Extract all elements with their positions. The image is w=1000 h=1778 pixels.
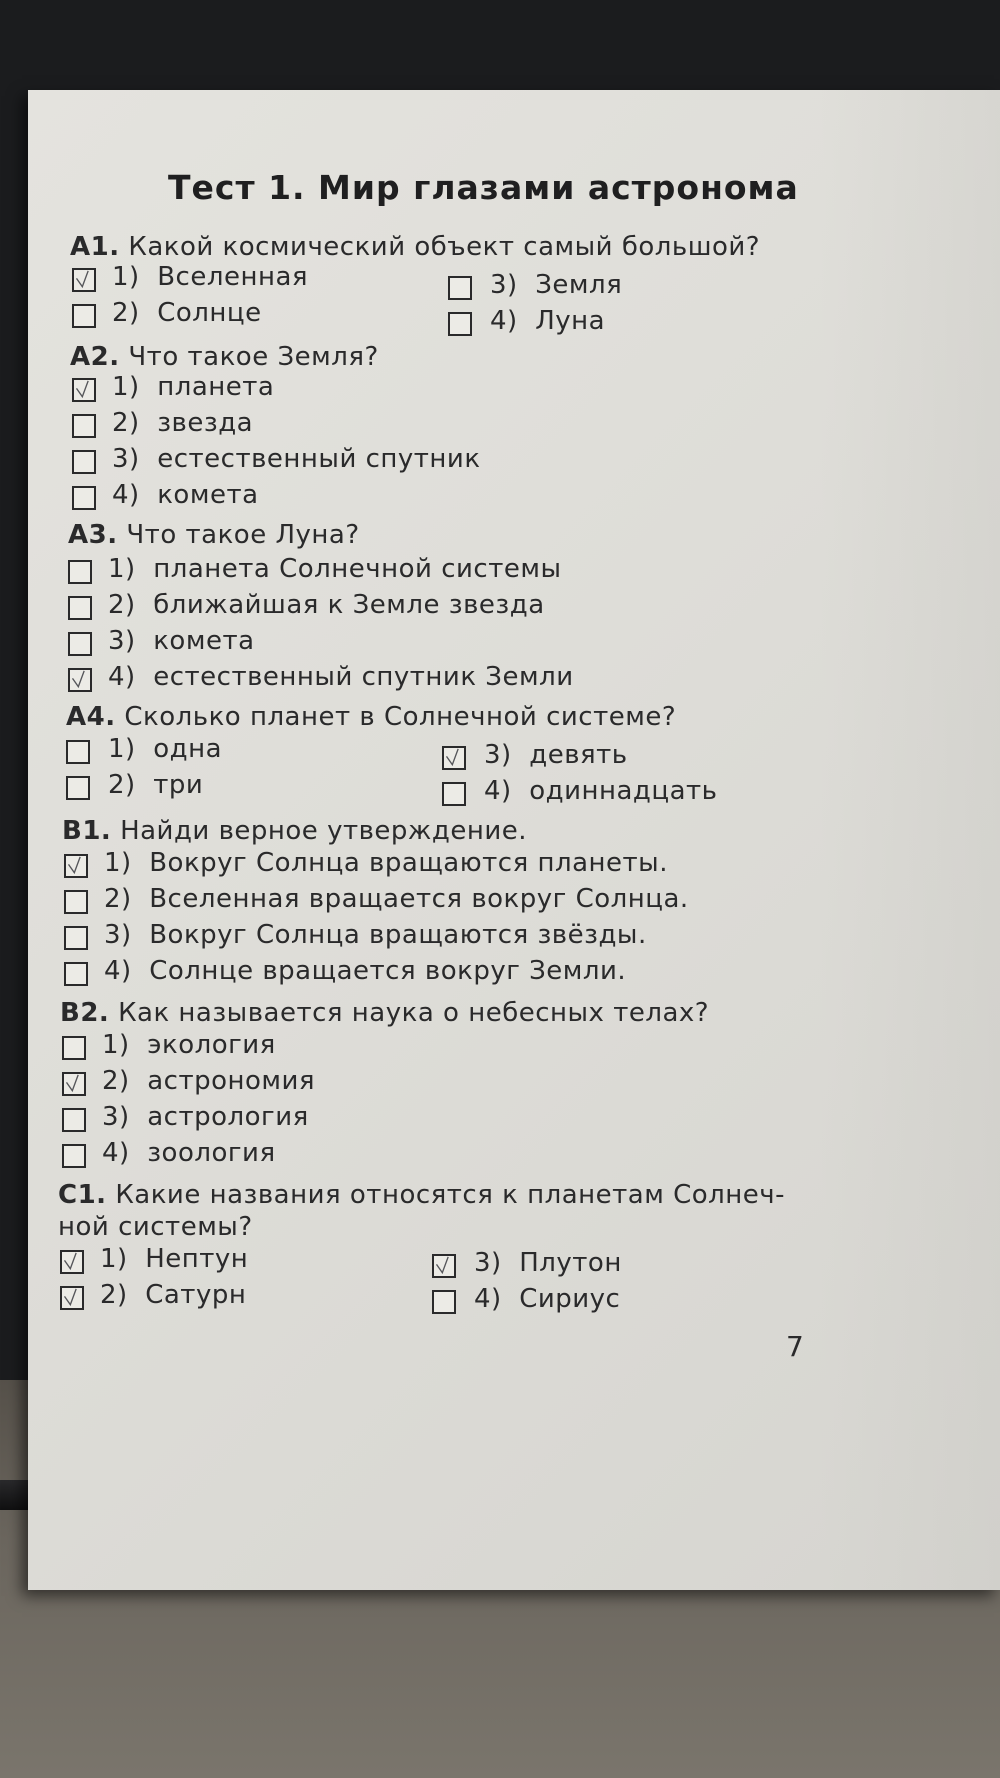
question-text: Какой космический объект самый большой? — [128, 232, 761, 262]
page-shading — [820, 90, 1000, 1590]
checkbox-a4-2[interactable] — [66, 776, 90, 800]
option-a2-3: 3) естественный спутник — [112, 444, 481, 474]
workbook-page — [28, 90, 1000, 1590]
question-c1: C1. Какие названия относятся к планетам Солнеч- — [58, 1180, 786, 1210]
checkbox-c1-4[interactable] — [432, 1290, 456, 1314]
checkbox-a1-4[interactable] — [448, 312, 472, 336]
option-a3-1: 1) планета Солнечной системы — [108, 554, 562, 584]
pencil-check-icon — [62, 1252, 82, 1272]
option-b1-1: 1) Вокруг Солнца вращаются планеты. — [104, 848, 668, 878]
checkbox-b1-2[interactable] — [64, 890, 88, 914]
pencil-check-icon — [434, 1256, 454, 1276]
option-a4-4: 4) одиннадцать — [484, 776, 718, 806]
option-b2-4: 4) зоология — [102, 1138, 276, 1168]
option-c1-3: 3) Плутон — [474, 1248, 622, 1278]
pencil-check-icon — [74, 270, 94, 290]
question-a3: A3. Что такое Луна? — [68, 520, 360, 550]
pencil-check-icon — [70, 670, 90, 690]
option-a3-3: 3) комета — [108, 626, 255, 656]
checkbox-b1-4[interactable] — [64, 962, 88, 986]
checkbox-a1-2[interactable] — [72, 304, 96, 328]
checkbox-a3-1[interactable] — [68, 560, 92, 584]
checkbox-a2-2[interactable] — [72, 414, 96, 438]
checkbox-a4-4[interactable] — [442, 782, 466, 806]
checkbox-a3-2[interactable] — [68, 596, 92, 620]
checkbox-a3-3[interactable] — [68, 632, 92, 656]
checkbox-c1-1[interactable] — [60, 1250, 84, 1274]
checkbox-b2-2[interactable] — [62, 1072, 86, 1096]
option-a2-1: 1) планета — [112, 372, 275, 402]
option-a4-1: 1) одна — [108, 734, 223, 764]
option-a3-2: 2) ближайшая к Земле звезда — [108, 590, 545, 620]
option-b1-2: 2) Вселенная вращается вокруг Солнца. — [104, 884, 689, 914]
checkbox-a2-1[interactable] — [72, 378, 96, 402]
question-b1: B1. Найди верное утверждение. — [62, 816, 527, 846]
checkbox-a3-4[interactable] — [68, 668, 92, 692]
option-b1-4: 4) Солнце вращается вокруг Земли. — [104, 956, 627, 986]
question-c1-continued: ной системы? — [58, 1212, 253, 1242]
option-a1-3: 3) Земля — [490, 270, 623, 300]
checkbox-a2-4[interactable] — [72, 486, 96, 510]
option-a4-2: 2) три — [108, 770, 204, 800]
checkbox-b2-1[interactable] — [62, 1036, 86, 1060]
checkbox-b1-3[interactable] — [64, 926, 88, 950]
question-b2: B2. Как называется наука о небесных телах? — [60, 998, 710, 1028]
option-b2-1: 1) экология — [102, 1030, 276, 1060]
question-label: A1. — [70, 232, 120, 262]
option-c1-2: 2) Сатурн — [100, 1280, 247, 1310]
pencil-check-icon — [62, 1288, 82, 1308]
option-a2-2: 2) звезда — [112, 408, 254, 438]
checkbox-b2-4[interactable] — [62, 1144, 86, 1168]
option-a4-3: 3) девять — [484, 740, 628, 770]
question-a4: A4. Сколько планет в Солнечной системе? — [66, 702, 677, 732]
option-c1-4: 4) Сириус — [474, 1284, 621, 1314]
option-b2-2: 2) астрономия — [102, 1066, 316, 1096]
pencil-check-icon — [66, 856, 86, 876]
page-number: 7 — [786, 1330, 804, 1363]
option-c1-1: 1) Нептун — [100, 1244, 249, 1274]
pencil-check-icon — [74, 380, 94, 400]
checkbox-c1-3[interactable] — [432, 1254, 456, 1278]
checkbox-c1-2[interactable] — [60, 1286, 84, 1310]
option-b2-3: 3) астрология — [102, 1102, 309, 1132]
option-a1-1: 1) Вселенная — [112, 262, 309, 292]
question-a2: A2. Что такое Земля? — [70, 342, 379, 372]
page-title: Тест 1. Мир глазами астронома — [168, 168, 799, 207]
checkbox-a1-3[interactable] — [448, 276, 472, 300]
checkbox-b1-1[interactable] — [64, 854, 88, 878]
option-b1-3: 3) Вокруг Солнца вращаются звёзды. — [104, 920, 647, 950]
option-a1-4: 4) Луна — [490, 306, 606, 336]
option-a1-2: 2) Солнце — [112, 298, 262, 328]
option-a2-4: 4) комета — [112, 480, 259, 510]
option-a3-4: 4) естественный спутник Земли — [108, 662, 574, 692]
pencil-check-icon — [64, 1074, 84, 1094]
question-a1 — [70, 232, 760, 262]
checkbox-a4-1[interactable] — [66, 740, 90, 764]
checkbox-a2-3[interactable] — [72, 450, 96, 474]
checkbox-b2-3[interactable] — [62, 1108, 86, 1132]
pencil-check-icon — [444, 748, 464, 768]
checkbox-a1-1[interactable] — [72, 268, 96, 292]
checkbox-a4-3[interactable] — [442, 746, 466, 770]
